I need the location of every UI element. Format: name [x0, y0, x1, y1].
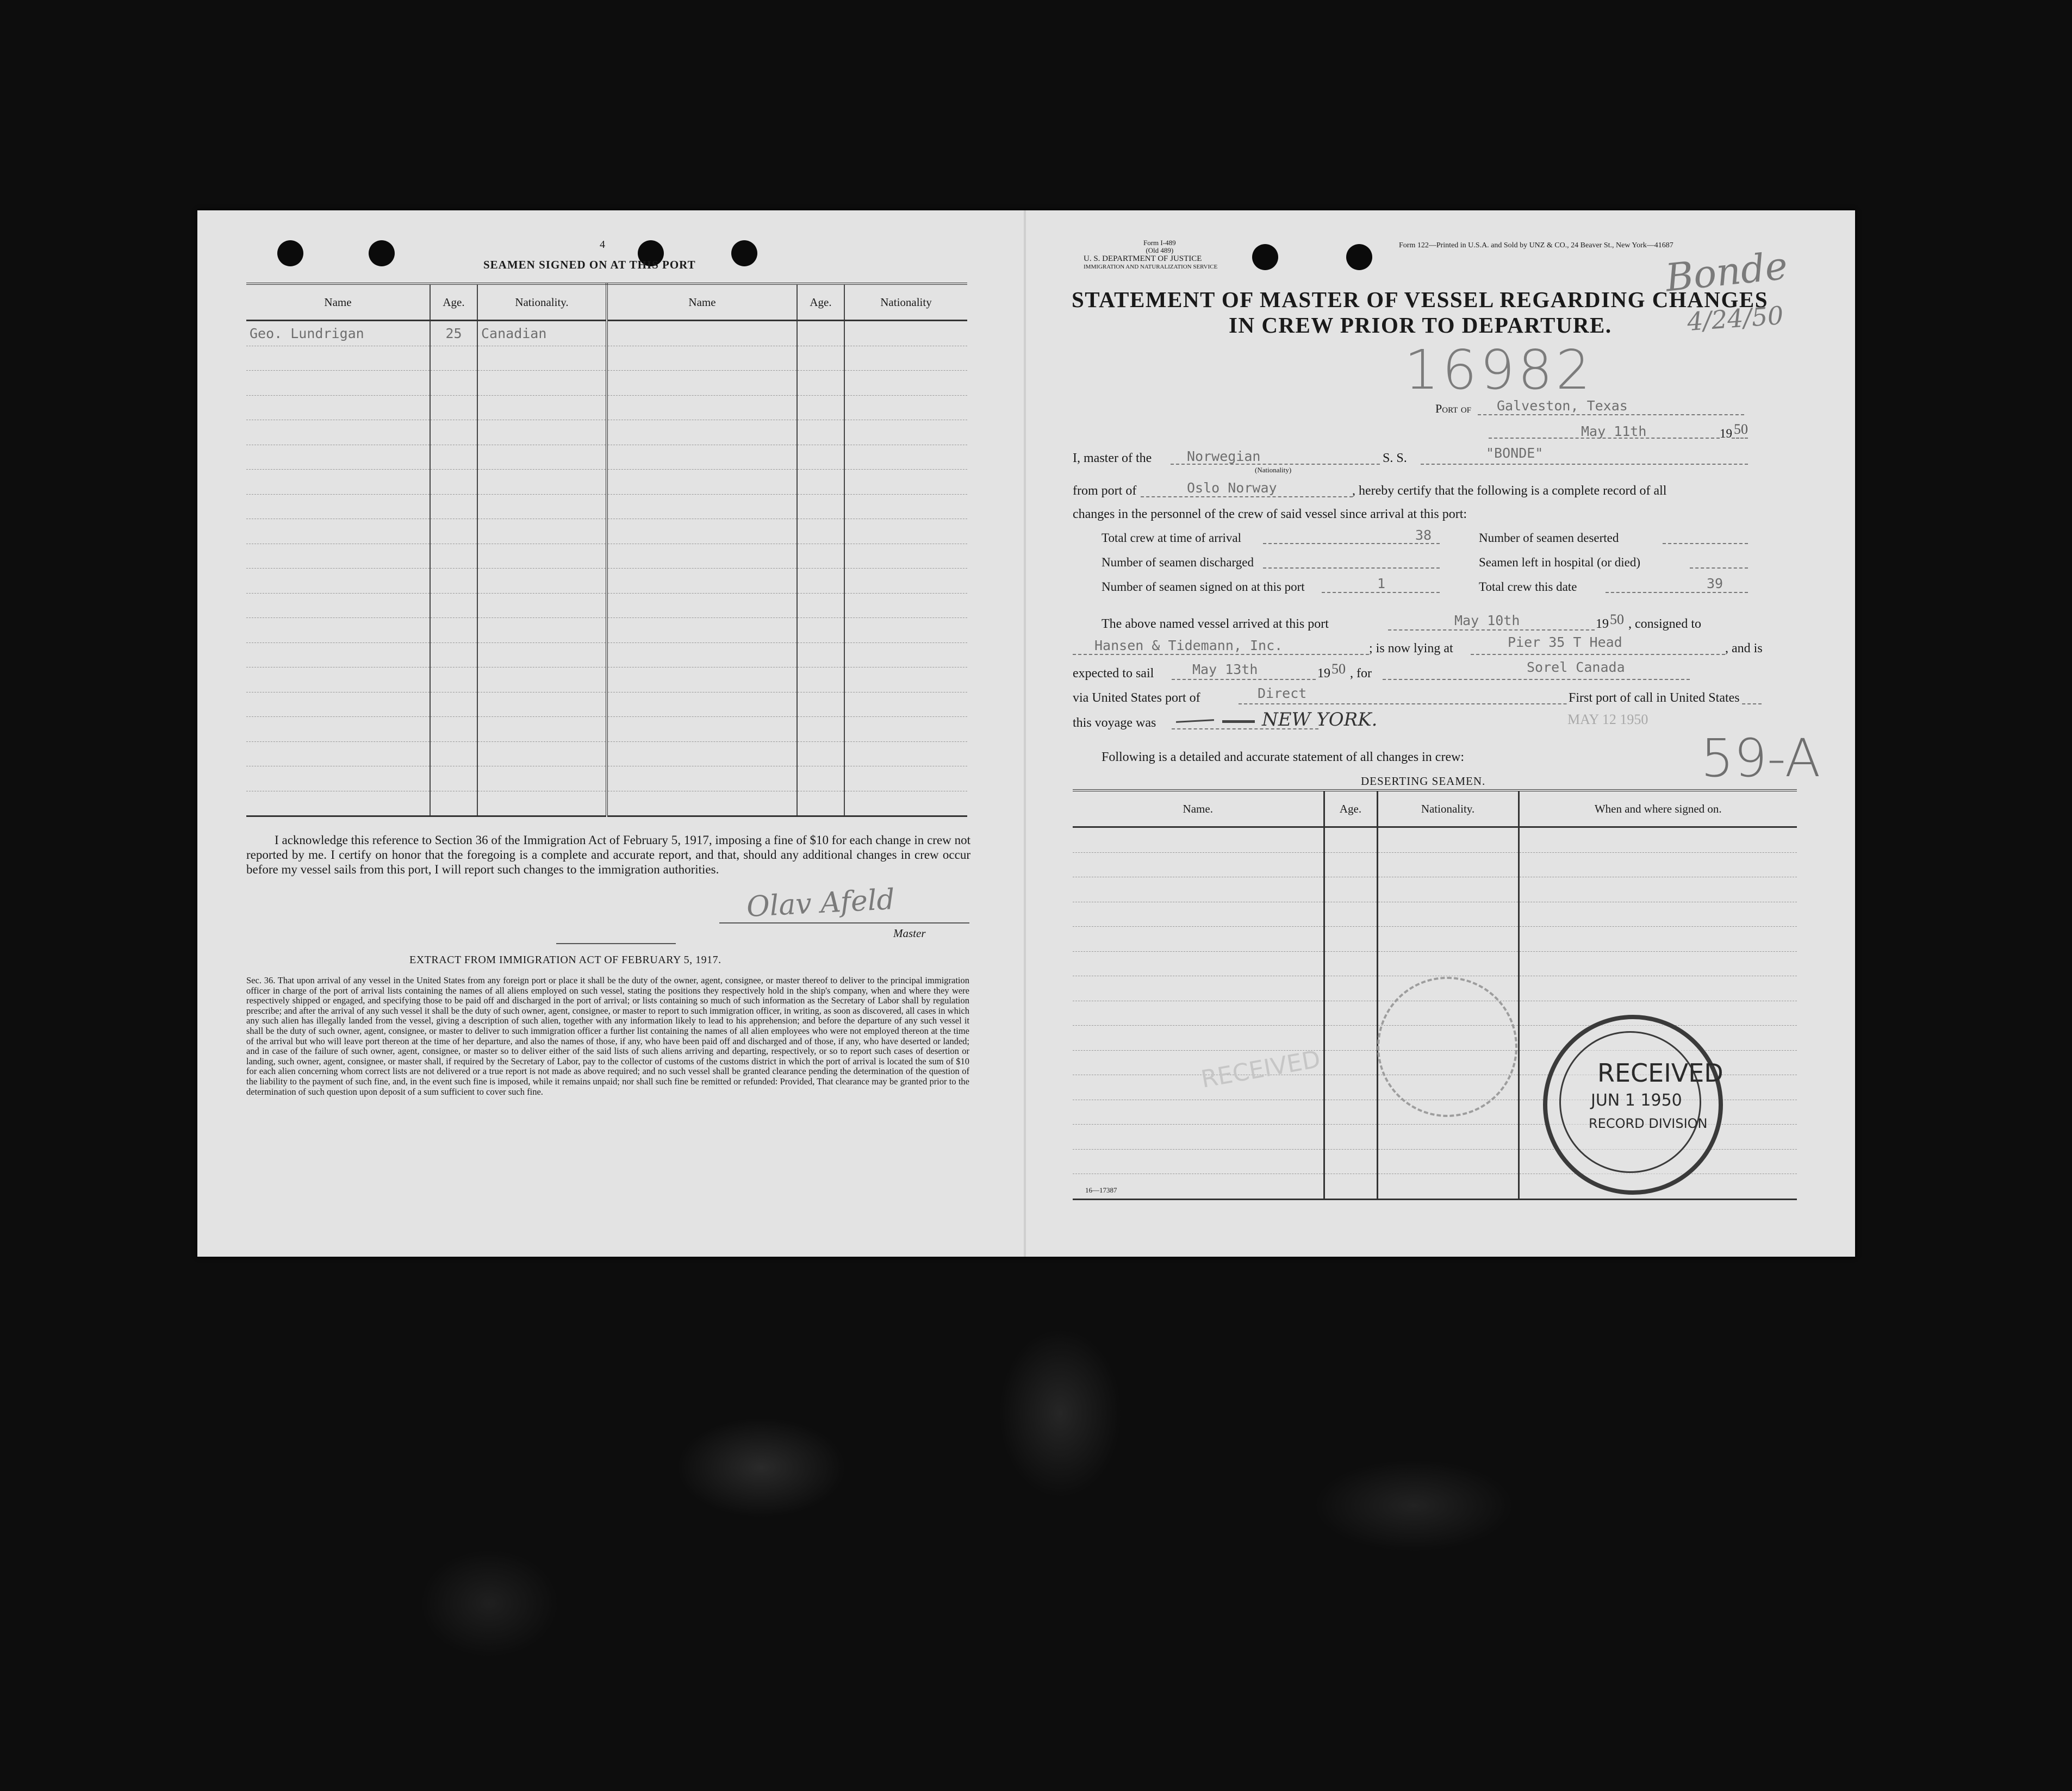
total-date-value: 39 — [1707, 576, 1723, 591]
table-row — [246, 395, 967, 420]
nationality-value: Norwegian — [1187, 448, 1261, 464]
extract-title: EXTRACT FROM IMMIGRATION ACT OF FEBRUARY 5, 1917. — [409, 954, 721, 966]
form-title-line-2: IN CREW PRIOR TO DEPARTURE. — [1229, 313, 1612, 338]
punch-hole — [1346, 244, 1372, 270]
from-port-label: from port of — [1073, 484, 1137, 498]
table-row — [246, 593, 967, 618]
strikeout-mark — [1176, 719, 1214, 723]
expected-year: 50 — [1331, 661, 1346, 677]
via-value: Direct — [1258, 685, 1307, 701]
column-header: Name — [607, 284, 797, 321]
handwritten-vessel-name: Bonde — [1663, 243, 1790, 301]
port-value: Galveston, Texas — [1497, 398, 1628, 414]
form-number: Form I-489 — [1143, 239, 1176, 247]
from-port-line — [1141, 496, 1353, 497]
table-row — [1073, 852, 1797, 877]
column-header: When and where signed on. — [1519, 790, 1797, 827]
table-row — [246, 371, 967, 396]
page-number: 4 — [600, 239, 605, 251]
master-signature: Olav Afeld — [745, 883, 896, 924]
divider — [556, 943, 676, 944]
port-line — [1478, 414, 1744, 415]
seaman-nationality: Canadian — [477, 321, 607, 346]
via-label: via United States port of — [1073, 691, 1200, 705]
punch-hole — [731, 240, 757, 266]
year-line — [1732, 438, 1748, 439]
consignee-line — [1073, 654, 1369, 655]
table-row — [1073, 877, 1797, 902]
arrived-label: The above named vessel arrived at this port — [1102, 617, 1329, 631]
table-row — [1073, 827, 1797, 853]
department-name: U. S. DEPARTMENT OF JUSTICE — [1084, 254, 1202, 263]
stamp-date-text: JUN 1 1950 — [1591, 1091, 1682, 1110]
following-text: Following is a detailed and accurate statement of all changes in crew: — [1102, 750, 1465, 764]
department-block — [1084, 255, 1217, 271]
form-sheet — [197, 210, 1855, 1257]
for-value: Sorel Canada — [1527, 659, 1625, 675]
strikeout-mark — [1222, 720, 1255, 723]
arrived-value: May 10th — [1454, 613, 1520, 628]
voyage-value: NEW YORK. — [1262, 709, 1378, 731]
table-row — [246, 741, 967, 766]
form-old-number: (Old 489) — [1146, 246, 1174, 254]
table-row — [246, 791, 967, 816]
table-row — [246, 519, 967, 544]
acknowledgment-text: I acknowledge this reference to Section 36 of the Immigration Act of February 5, 1917, imposing a fine of $10 for each change in crew not reported by me. I certify on honor that the foregoing is a complete and accurate report, and that, should any additional changes in crew occur before my vessel sails from this port, I will report such changes to the immigration authorities. — [246, 833, 970, 876]
expected-label: expected to sail — [1073, 666, 1154, 681]
column-header: Age. — [797, 284, 844, 321]
expected-line — [1172, 679, 1316, 680]
faint-circular-stamp — [1377, 977, 1517, 1117]
table-row — [246, 766, 967, 791]
table-row — [246, 692, 967, 717]
total-date-label: Total crew this date — [1479, 580, 1577, 594]
total-arrival-value: 38 — [1415, 527, 1432, 543]
column-header: Nationality. — [477, 284, 607, 321]
date-value: May 11th — [1581, 423, 1647, 439]
punch-hole — [277, 240, 303, 266]
extract-text: Sec. 36. That upon arrival of any vessel in the United States from any foreign port or place it shall be the duty of the owner, agent, consignee, or master thereof to deliver to the principal immigration officer in charge of the port of arrival lists containing the names of all aliens employed on such vessel, stating the positions they respectively hold in the ship's company, when and where they were respectively shipped or engaged, and specifying those to be paid off and discharged in the port of arrival; or lists containing so much of such information as the Secretary of Labor shall by regulation prescribe; and after the arrival of any such vessel it shall be the duty of such owner, agent, consignee, or master to report to such immigration officer, in writing, as soon as discovered, all cases in which any such alien has illegally landed from the vessel, giving a description of such alien, together with any information likely to lead to his apprehension; and before the departure of any such vessel it shall be the duty of such owner, agent, consignee, or master to deliver to such immigration officer a further list containing the names of all alien employees who were not employed thereon at the time of the arrival but who will leave port thereon at the time of her departure, and also the names of those, if any, who have been paid off and discharged and of those, if any, who have deserted or landed; and in case of the failure of such owner, agent, consignee, or master so to deliver either of the said lists of such aliens arriving and departing, respectively, or so to report such cases of desertion or landing, such owner, agent, consignee, or master shall, if required by the Secretary of Labor, pay to the collector of customs of the customs district in which the port of arrival is located the sum of $10 for each alien concerning whom correct lists are not delivered or a true report is not made as above required; and no such vessel shall be granted clearance pending the determination of the question of the liability to the payment of such fine, and, in the event such fine is imposed, while it remains unpaid; nor shall such fine be remitted or refunded: Provided, That clearance may be granted prior to the determination of such question upon deposit of a sum sufficient to cover such fine. — [246, 975, 969, 1097]
table-row — [246, 494, 967, 519]
table-row — [1073, 1174, 1797, 1200]
table-row — [246, 321, 967, 346]
arrived-year: 50 — [1610, 611, 1624, 627]
hospital-line — [1690, 567, 1748, 569]
consignee-value: Hansen & Tidemann, Inc. — [1094, 638, 1283, 653]
column-header: Nationality. — [1377, 790, 1519, 827]
master-of-label: I, master of the — [1073, 451, 1152, 465]
total-arrival-label: Total crew at time of arrival — [1102, 531, 1242, 545]
for-line — [1383, 679, 1690, 680]
first-port-label: First port of call in United States — [1569, 691, 1740, 705]
service-name: IMMIGRATION AND NATURALIZATION SERVICE — [1084, 264, 1218, 270]
column-header: Age. — [430, 284, 477, 321]
lying-line — [1471, 654, 1725, 655]
footer-code: 16—17387 — [1085, 1186, 1117, 1194]
deserting-title: DESERTING SEAMEN. — [1361, 775, 1486, 788]
discharged-label: Number of seamen discharged — [1102, 556, 1254, 569]
table-row — [246, 420, 967, 445]
voyage-label: this voyage was — [1073, 716, 1156, 730]
column-header: Name — [246, 284, 430, 321]
signed-on-line — [1322, 592, 1440, 593]
vessel-line — [1421, 464, 1748, 465]
table-row — [1073, 902, 1797, 927]
form-title-line-1: STATEMENT OF MASTER OF VESSEL REGARDING CHANGES — [1072, 287, 1769, 312]
table-row — [246, 642, 967, 667]
from-port-value: Oslo Norway — [1187, 480, 1277, 496]
expected-year-prefix: 19 — [1317, 666, 1330, 681]
table-row — [246, 470, 967, 495]
printer-note: Form 122—Printed in U.S.A. and Sold by UNZ & CO., 24 Beaver St., New York—41687 — [1399, 241, 1673, 249]
page-fold — [1024, 210, 1026, 1257]
form-number-block — [1143, 239, 1176, 254]
table-row — [246, 569, 967, 594]
total-date-line — [1606, 592, 1748, 593]
punch-hole — [1252, 244, 1278, 270]
table-row — [1073, 927, 1797, 952]
expected-value: May 13th — [1192, 662, 1258, 677]
annotation-number: 59-A — [1701, 728, 1821, 789]
column-header: Name. — [1073, 790, 1324, 827]
signed-on-value: 1 — [1377, 576, 1386, 591]
table-row — [246, 445, 967, 470]
arrived-line — [1388, 629, 1595, 631]
seaman-name: Geo. Lundrigan — [246, 321, 430, 346]
table-row — [246, 667, 967, 692]
ss-label: S. S. — [1383, 451, 1407, 465]
faint-date-stamp: MAY 12 1950 — [1567, 712, 1648, 727]
column-header: Nationality — [844, 284, 967, 321]
stamp-division-text: RECORD DIVISION — [1589, 1116, 1708, 1131]
signature-line — [719, 922, 969, 923]
certify-text: , hereby certify that the following is a complete record of all — [1352, 484, 1667, 498]
punch-hole — [369, 240, 395, 266]
lying-label: ; is now lying at — [1369, 641, 1453, 656]
arrived-year-prefix: 19 — [1596, 617, 1609, 631]
left-page-title: SEAMEN SIGNED ON AT THIS PORT — [483, 258, 696, 271]
table-row — [246, 717, 967, 742]
table-row — [246, 544, 967, 569]
hospital-label: Seamen left in hospital (or died) — [1479, 556, 1641, 569]
for-label: , for — [1350, 666, 1372, 681]
consigned-label: , consigned to — [1628, 617, 1701, 631]
column-header: Age. — [1324, 790, 1377, 827]
discharged-line — [1263, 567, 1440, 569]
and-is-text: , and is — [1725, 641, 1763, 656]
received-stamp — [1543, 1015, 1723, 1195]
vessel-name: "BONDE" — [1486, 445, 1544, 461]
total-arrival-line — [1263, 543, 1440, 544]
scanner-background-texture — [0, 1277, 2072, 1791]
signed-on-label: Number of seamen signed on at this port — [1102, 580, 1305, 594]
table-row — [246, 346, 967, 371]
table-row — [1073, 951, 1797, 976]
nationality-caption: (Nationality) — [1255, 466, 1292, 474]
signature-caption: Master — [893, 927, 926, 940]
port-label: Port of — [1435, 402, 1472, 415]
changes-text: changes in the personnel of the crew of said vessel since arrival at this port: — [1073, 507, 1467, 521]
seaman-age: 25 — [430, 321, 477, 346]
seamen-signed-on-table — [246, 283, 967, 817]
lying-value: Pier 35 T Head — [1508, 634, 1622, 650]
year-prefix: 19 — [1720, 427, 1732, 440]
table-row — [246, 618, 967, 643]
handwritten-date: 4/24/50 — [1686, 300, 1785, 337]
year-value: 50 — [1734, 421, 1748, 437]
faint-received-stamp: RECEIVED — [1199, 1045, 1323, 1094]
handwritten-file-number: 16982 — [1404, 338, 1594, 402]
deserted-label: Number of seamen deserted — [1479, 531, 1619, 545]
stamp-received-text: RECEIVED — [1597, 1058, 1723, 1088]
deserted-line — [1663, 543, 1748, 544]
